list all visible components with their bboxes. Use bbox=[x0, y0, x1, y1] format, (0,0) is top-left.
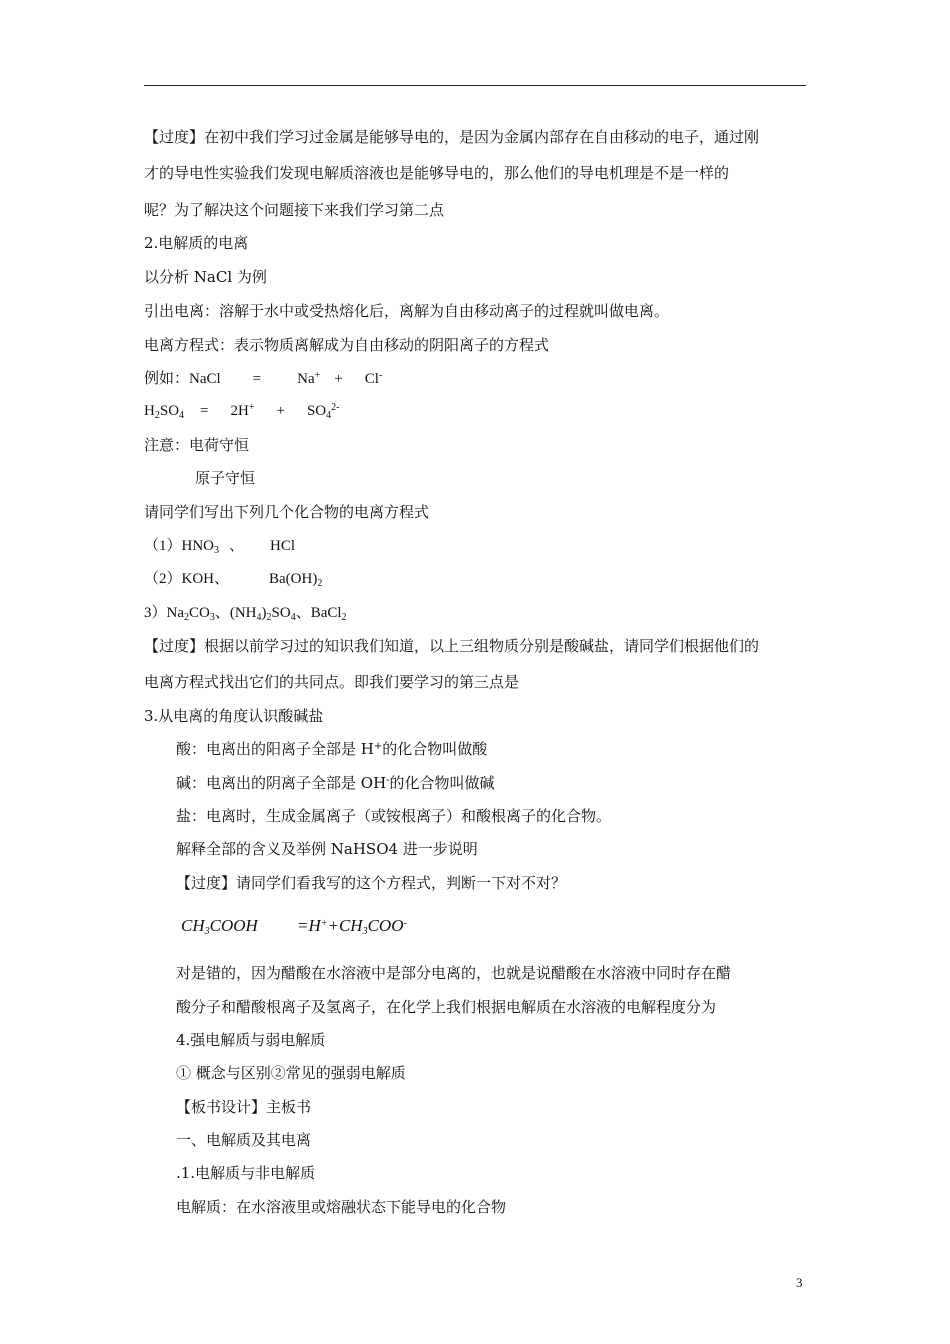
element: H bbox=[144, 403, 155, 419]
formula: 、BaCl bbox=[295, 605, 342, 621]
paragraph-line: 呢？为了解决这个问题接下来我们学习第二点 bbox=[144, 201, 445, 219]
subscript: 2 bbox=[317, 578, 323, 589]
eq-sign: = bbox=[200, 403, 209, 419]
charge: + bbox=[320, 918, 328, 929]
subscript: 4 bbox=[256, 612, 262, 623]
subscript: 4 bbox=[326, 410, 332, 421]
formula: HCl bbox=[270, 538, 296, 554]
charge: - bbox=[378, 370, 383, 381]
section-heading: 4.强电解质与弱电解质 bbox=[176, 1031, 326, 1049]
note-line: 注意：电荷守恒 bbox=[144, 436, 250, 454]
ion: SO bbox=[306, 403, 327, 419]
charge: - bbox=[403, 918, 407, 929]
formula: SO bbox=[271, 605, 291, 621]
plus-sign: + bbox=[334, 371, 343, 387]
charge: + bbox=[314, 370, 321, 381]
formula: =H bbox=[297, 916, 321, 935]
eq-prefix: 例如：NaCl bbox=[144, 371, 221, 387]
charge: 2- bbox=[331, 402, 340, 413]
text-line: 【过度】请同学们看我写的这个方程式，判断一下对不对？ bbox=[176, 874, 567, 892]
paragraph-line: 电离方程式找出它们的共同点。即我们要学习的第三点是 bbox=[144, 673, 520, 691]
page-number: 3 bbox=[796, 1275, 803, 1290]
text-line: 请同学们写出下列几个化合物的电离方程式 bbox=[144, 503, 430, 521]
formula: 、(NH bbox=[214, 605, 257, 621]
ion: 2H bbox=[230, 403, 249, 419]
formula: COO bbox=[367, 916, 404, 935]
text-line: 引出电离：溶解于水中或受热熔化后，离解为自由移动离子的过程就叫做电离。 bbox=[144, 302, 670, 320]
element: O bbox=[168, 403, 180, 419]
subscript: 3 bbox=[362, 926, 368, 937]
equation-rhs bbox=[297, 916, 407, 936]
ion: Na bbox=[297, 371, 315, 387]
paragraph-line: 才的导电性实验我们发现电解质溶液也是能够导电的，那么他们的导电机理是不是一样的 bbox=[144, 164, 730, 182]
text-line: 一、电解质及其电离 bbox=[176, 1131, 312, 1149]
acetic-acid-equation bbox=[181, 916, 407, 937]
paragraph-line: 【过度】根据以前学习过的知识我们知道，以上三组物质分别是酸碱盐，请同学们根据他们的 bbox=[144, 637, 760, 655]
subscript: 2 bbox=[266, 612, 272, 623]
salt-definition: 盐：电离时，生成金属离子（或铵根离子）和酸根离子的化合物。 bbox=[176, 807, 612, 825]
subscript: 4 bbox=[179, 410, 185, 421]
paragraph-line: 对是错的，因为醋酸在水溶液中是部分电离的，也就是说醋酸在水溶液中同时存在醋 bbox=[176, 964, 732, 982]
text-line: 解释全部的含义及举例 NaHSO4 进一步说明 bbox=[176, 840, 478, 858]
formula: CO bbox=[189, 605, 210, 621]
paragraph-line: 【过度】在初中我们学习过金属是能够导电的，是因为金属内部存在自由移动的电子，通过刚 bbox=[144, 128, 760, 146]
charge: - bbox=[386, 775, 390, 786]
formula: COOH bbox=[209, 916, 258, 935]
definition-text: 酸：电离出的阳离子全部是 H bbox=[176, 740, 374, 758]
paragraph-line: 酸分子和醋酸根离子及氢离子，在化学上我们根据电解质在水溶液的电解程度分为 bbox=[176, 998, 717, 1016]
subscript: 2 bbox=[341, 612, 347, 623]
base-definition bbox=[176, 773, 495, 793]
separator: 、 bbox=[229, 538, 245, 554]
header-rule bbox=[144, 85, 806, 86]
text-line: .1.电解质与非电解质 bbox=[176, 1164, 316, 1182]
text-line: ① 概念与区别②常见的强弱电解质 bbox=[176, 1064, 406, 1082]
plus-sign: + bbox=[276, 403, 285, 419]
section-heading: 3.从电离的角度认识酸碱盐 bbox=[144, 707, 324, 725]
formula: +CH bbox=[327, 916, 363, 935]
text-line: 电离方程式：表示物质离解成为自由移动的阴阳离子的方程式 bbox=[144, 336, 550, 354]
note-line: 原子守恒 bbox=[195, 469, 256, 487]
subscript: 4 bbox=[290, 612, 296, 623]
section-heading: 2.电解质的电离 bbox=[144, 234, 249, 252]
subscript: 2 bbox=[184, 612, 189, 623]
exercise-label: 3）Na bbox=[144, 605, 184, 621]
exercise-item bbox=[144, 536, 295, 556]
charge: + bbox=[248, 402, 255, 413]
h2so4-equation bbox=[144, 401, 339, 421]
subscript: 2 bbox=[154, 410, 160, 421]
subscript: 3 bbox=[214, 545, 219, 556]
definition-text: 的化合物叫做酸 bbox=[382, 740, 488, 758]
acid-definition bbox=[176, 739, 487, 759]
exercise-label: （1）HNO bbox=[144, 538, 214, 554]
charge: + bbox=[373, 741, 383, 752]
subscript: 3 bbox=[204, 926, 210, 937]
text-line: 以分析 NaCl 为例 bbox=[144, 268, 267, 286]
ion: Cl bbox=[364, 371, 379, 387]
formula: Ba(OH) bbox=[269, 571, 318, 587]
nacl-equation bbox=[144, 369, 382, 389]
exercise-item bbox=[144, 569, 322, 589]
element: S bbox=[159, 403, 169, 419]
formula: CH bbox=[181, 916, 205, 935]
definition-text: 碱：电离出的阴离子全部是 OH bbox=[176, 774, 387, 792]
definition-text: 的化合物叫做碱 bbox=[389, 774, 495, 792]
eq-sign: = bbox=[252, 371, 262, 387]
text-line: 【板书设计】主板书 bbox=[176, 1098, 312, 1116]
text-line: 电解质：在水溶液里或熔融状态下能导电的化合物 bbox=[176, 1198, 507, 1216]
formula: ) bbox=[261, 605, 267, 621]
subscript: 3 bbox=[209, 612, 215, 623]
exercise-item bbox=[144, 603, 347, 623]
exercise-label: （2）KOH、 bbox=[144, 571, 229, 587]
